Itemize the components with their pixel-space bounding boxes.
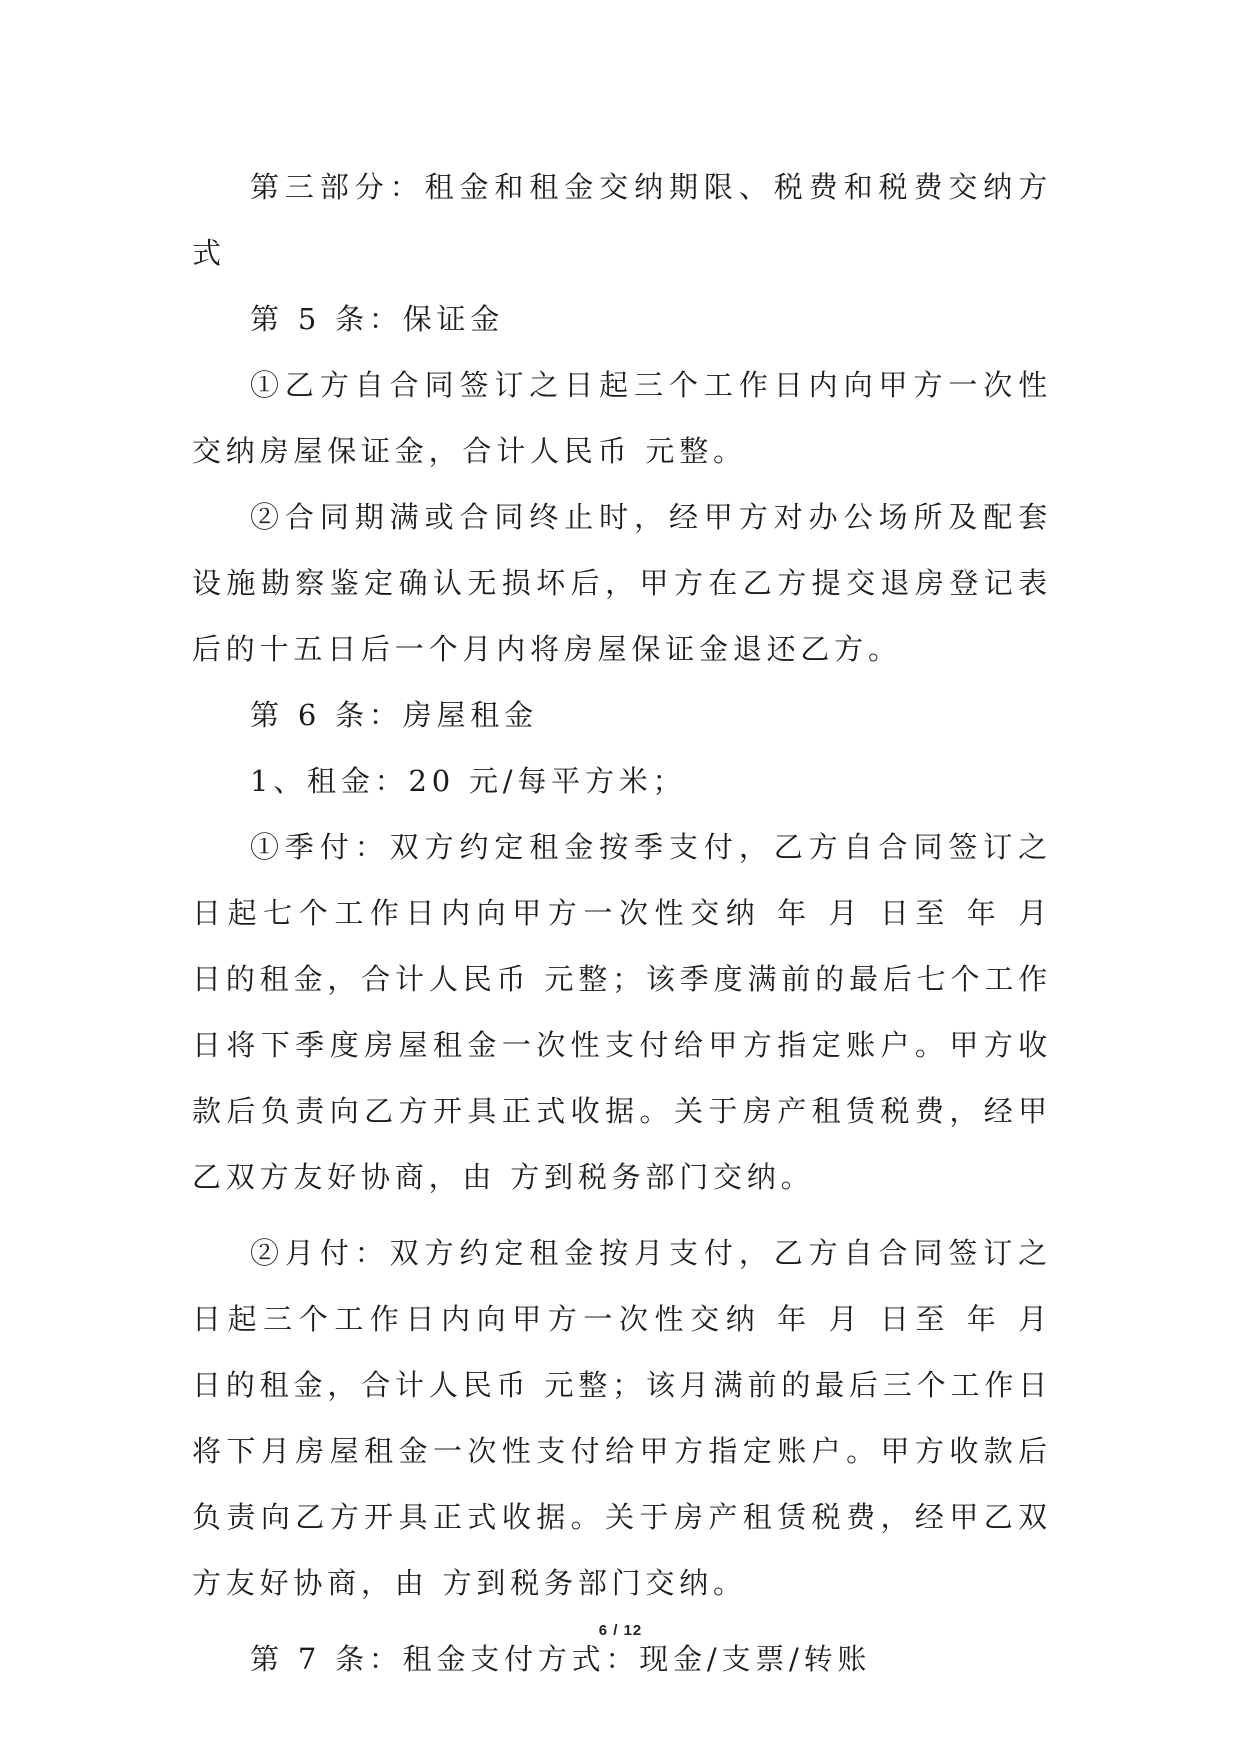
document-body: [192, 154, 1052, 1692]
article-7-payment-method: 第 7 条：租金支付方式：现金/支票/转账: [250, 1642, 872, 1676]
article-6-quarterly-payment: ①季付：双方约定租金按季支付，乙方自合同签订之日起七个工作日内向甲方一次性交纳 年 月 日至 年 月 日的租金，合计人民币 元整；该季度满前的最后七个工作日将下季度房屋租金一次性支付给甲方指定账户。甲方收款后负责向乙方开具正式收据。关于房产租赁税费，经甲乙双方友好协商，由 方到税务部门交纳。: [192, 830, 1052, 1194]
page-number: 6 / 12: [598, 1622, 643, 1639]
article-6-rent-rate: 1、租金：20 元/每平方米；: [250, 764, 687, 798]
article-5-clause-2: ②合同期满或合同终止时，经甲方对办公场所及配套设施勘察鉴定确认无损坏后，甲方在乙方提交退房登记表后的十五日后一个月内将房屋保证金退还乙方。: [192, 500, 1052, 666]
article-6-heading: 第 6 条：房屋租金: [250, 698, 538, 732]
article-5-clause-1: ①乙方自合同签订之日起三个工作日内向甲方一次性交纳房屋保证金，合计人民币 元整。: [192, 368, 1052, 468]
section-heading: 第三部分：租金和租金交纳期限、税费和税费交纳方式: [192, 170, 1052, 270]
article-6-monthly-payment: ②月付：双方约定租金按月支付，乙方自合同签订之日起三个工作日内向甲方一次性交纳 年 月 日至 年 月 日的租金，合计人民币 元整；该月满前的最后三个工作日将下月房屋租金一次性支付给甲方指定账户。甲方收款后负责向乙方开具正式收据。关于房产租赁税费，经甲乙双方友好协商，由 方到税务部门交纳。: [192, 1236, 1052, 1600]
article-5-heading: 第 5 条：保证金: [250, 302, 505, 336]
